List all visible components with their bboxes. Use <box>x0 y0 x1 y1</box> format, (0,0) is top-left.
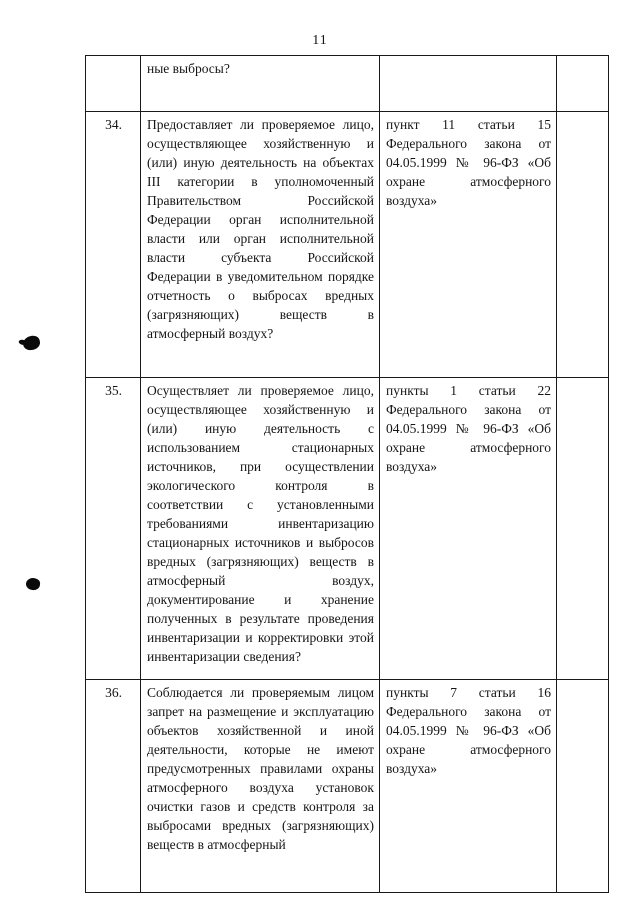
reference-cell <box>380 56 557 112</box>
empty-cell <box>557 378 609 680</box>
row-number-cell <box>86 56 141 112</box>
reference-cell: пункты 1 статьи 22 Федерального закона от 04.05.1999 № 96-ФЗ «Об охране атмосферного воздуха» <box>380 378 557 680</box>
table-row <box>86 112 609 378</box>
ink-blot-icon <box>25 577 41 591</box>
question-cell: Предоставляет ли проверяемое лицо, осуществляющее хозяйственную и (или) иную деятельность на объектах III категории в уполномоченный Правительством Российской Федерации орган исполнительной власти или орган исполнительной власти субъекта Российской Федерации в уведомительном порядке отчетность о выбросах вредных (загрязняющих) веществ в атмосферный воздух? <box>141 112 380 378</box>
empty-cell <box>557 56 609 112</box>
row-number-cell: 36. <box>86 680 141 893</box>
question-cell: Соблюдается ли проверяемым лицом запрет на размещение и эксплуатацию объектов хозяйственной и иной деятельности, которые не имеют предусмотренных правилами охраны атмосферного воздуха установок очистки газов и средств контроля за выбросами вредных (загрязняющих) веществ в атмосферный <box>141 680 380 893</box>
question-cell: ные выбросы? <box>141 56 380 112</box>
empty-cell <box>557 680 609 893</box>
reference-cell: пункт 11 статьи 15 Федерального закона от 04.05.1999 № 96-ФЗ «Об охране атмосферного воздуха» <box>380 112 557 378</box>
question-cell: Осуществляет ли проверяемое лицо, осуществляющее хозяйственную и (или) иную деятельность с использованием стационарных источников, при осуществлении экологического контроля в соответствии с установленными требованиями инвентаризацию стационарных источников и выбросов вредных (загрязняющих) веществ в атмосферный воздух, документирование и хранение полученных в результате проведения инвентаризации и корректировки этой инвентаризации сведения? <box>141 378 380 680</box>
row-number-cell: 34. <box>86 112 141 378</box>
row-number-cell: 35. <box>86 378 141 680</box>
table-row <box>86 378 609 680</box>
table-row <box>86 56 609 112</box>
ink-blot-icon <box>22 334 42 351</box>
checklist-table <box>85 55 609 893</box>
page-number: 11 <box>312 33 328 48</box>
empty-cell <box>557 112 609 378</box>
table-row <box>86 680 609 893</box>
reference-cell: пункты 7 статьи 16 Федерального закона от 04.05.1999 № 96-ФЗ «Об охране атмосферного воздуха» <box>380 680 557 893</box>
